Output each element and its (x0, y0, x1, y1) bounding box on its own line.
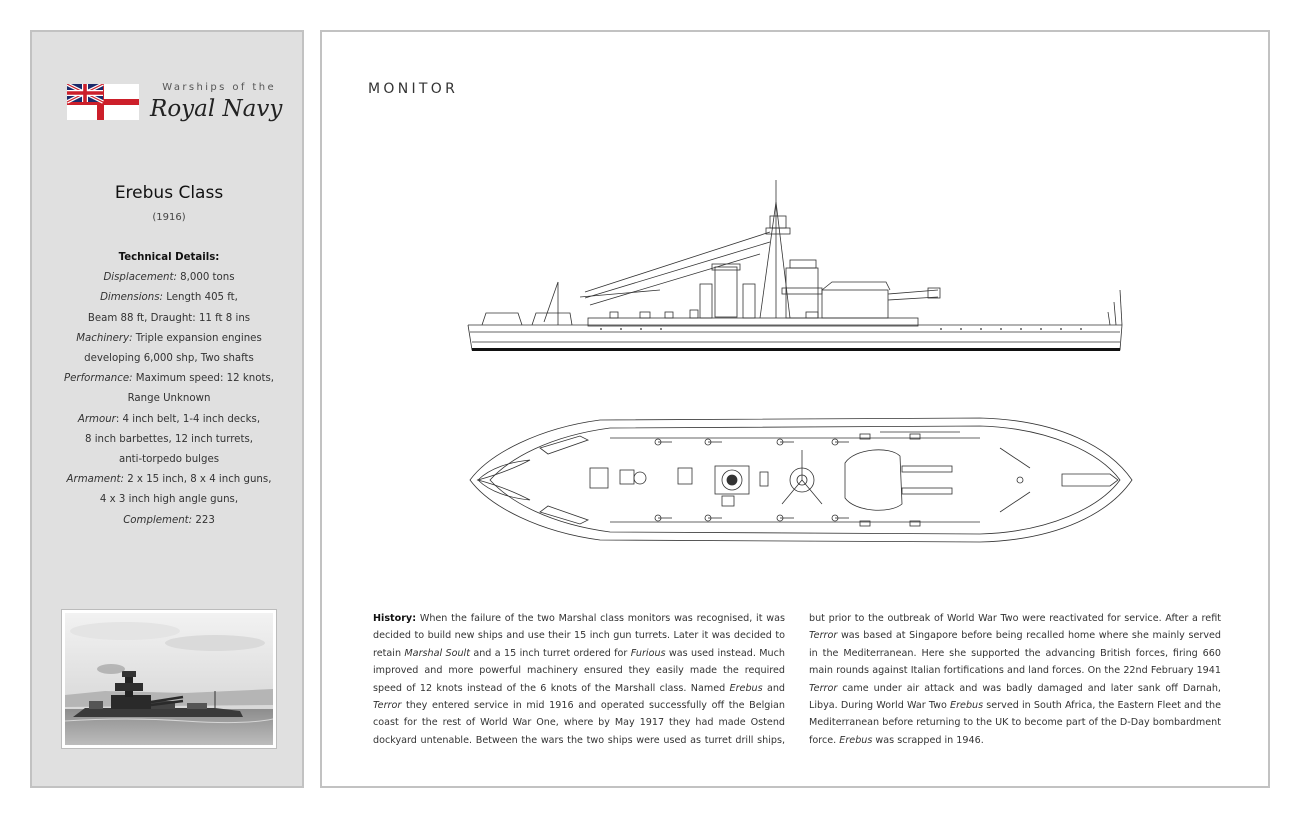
machinery-value-2: developing 6,000 shp, Two shafts (84, 353, 254, 365)
history-ship-erebus-3: Erebus (839, 734, 873, 746)
history-part-6: was based at Singapore before being recalled home where she mainly served in the Mediterranean. Here she supported the advancing British forces, firing 660 main rounds against Italian fortifications and land forces. On the 22nd February 1941 (809, 630, 1221, 677)
brand-title: Royal Navy (150, 96, 283, 122)
displacement-row (50, 268, 288, 288)
displacement-value: 8,000 tons (180, 272, 235, 284)
armour-value-2: 8 inch barbettes, 12 inch turrets, (85, 433, 253, 445)
history-part-2: and a 15 inch turret ordered for (473, 647, 628, 659)
history-ship-terror-2: Terror (809, 630, 838, 642)
machinery-label: Machinery: (76, 332, 133, 344)
main-panel (320, 30, 1270, 788)
history-part-8: served in South Africa, the Eastern Fleet and the Mediterranean before returning to the UK to become part of the D-Day bombardment force. (809, 700, 1222, 746)
performance-value-1: Maximum speed: 12 knots, (135, 373, 274, 385)
machinery-row (50, 329, 288, 349)
armour-label: Armour (77, 413, 116, 425)
ship-class-year: (1916) (152, 212, 186, 223)
armament-value-1: 2 x 15 inch, 8 x 4 inch guns, (127, 474, 272, 486)
history-ship-erebus-2: Erebus (950, 700, 984, 712)
brand-subtitle: Warships of the (162, 82, 276, 93)
technical-details (50, 248, 288, 531)
history-part-1: When the failure of the two Marshal class monitors was recognised, it was decided to build new ships and use their 15 inch gun turrets. Later it was decided to retain (373, 613, 785, 659)
dimensions-label: Dimensions: (100, 292, 163, 304)
ship-class-title: Erebus Class (114, 183, 224, 203)
history-ship-erebus: Erebus (729, 682, 763, 694)
history-ship-terror: Terror (373, 700, 402, 712)
machinery-value-1: Triple expansion engines (135, 332, 262, 344)
armour-value-1: : 4 inch belt, 1-4 inch decks, (115, 413, 261, 425)
performance-label: Performance: (63, 373, 133, 385)
history-label: History: (373, 613, 417, 624)
armour-row (50, 410, 288, 430)
armament-label: Armament: (66, 474, 124, 486)
ship-plan-drawing (460, 408, 1140, 553)
history-text (373, 610, 1221, 749)
ship-type-label: MONITOR (368, 81, 459, 97)
dimensions-row (50, 288, 288, 308)
sidebar-panel (30, 30, 304, 788)
history-part-9: was scrapped in 1946. (875, 734, 984, 746)
history-part-7: came under air attack and was badly damaged and later sank off Darnah, Libya. During World War Two (809, 682, 1221, 712)
history-ship-furious: Furious (630, 647, 666, 659)
history-part-3: was used instead. Much improved and more powerful machinery ensured they easily made the required speed of 12 knots instead of the 6 knots of the Marshall class. Named (373, 647, 785, 694)
displacement-label: Displacement: (103, 272, 177, 284)
armament-row (50, 470, 288, 490)
technical-heading: Technical Details: (118, 252, 220, 263)
history-part-4: and (766, 682, 785, 694)
ship-photo-image (65, 613, 273, 745)
ship-profile-drawing (460, 172, 1140, 362)
complement-value: 223 (195, 514, 215, 526)
complement-label: Complement: (123, 514, 193, 526)
history-ship-terror-3: Terror (809, 682, 838, 694)
white-ensign-flag-icon (67, 84, 139, 120)
history-ship-marshal-soult: Marshal Soult (404, 647, 470, 659)
performance-row (50, 369, 288, 389)
dimensions-value-1: Length 405 ft, (166, 292, 238, 304)
armour-value-3: anti-torpedo bulges (118, 454, 220, 466)
history-part-5: they entered service in mid 1916 and operated successfully off the Belgian coast for the rest of World War One, where by May 1917 they had made Ostend dockyard untenable. Between the wars the two ships were used as turret drill ships, but prior to the outbreak of World War Two were reactivated for service. After a refit (373, 613, 1221, 746)
armament-value-2: 4 x 3 inch high angle guns, (99, 494, 239, 506)
complement-row (50, 511, 288, 531)
performance-value-2: Range Unknown (127, 393, 211, 405)
ship-photo (61, 609, 277, 749)
dimensions-value-2: Beam 88 ft, Draught: 11 ft 8 ins (87, 312, 251, 324)
